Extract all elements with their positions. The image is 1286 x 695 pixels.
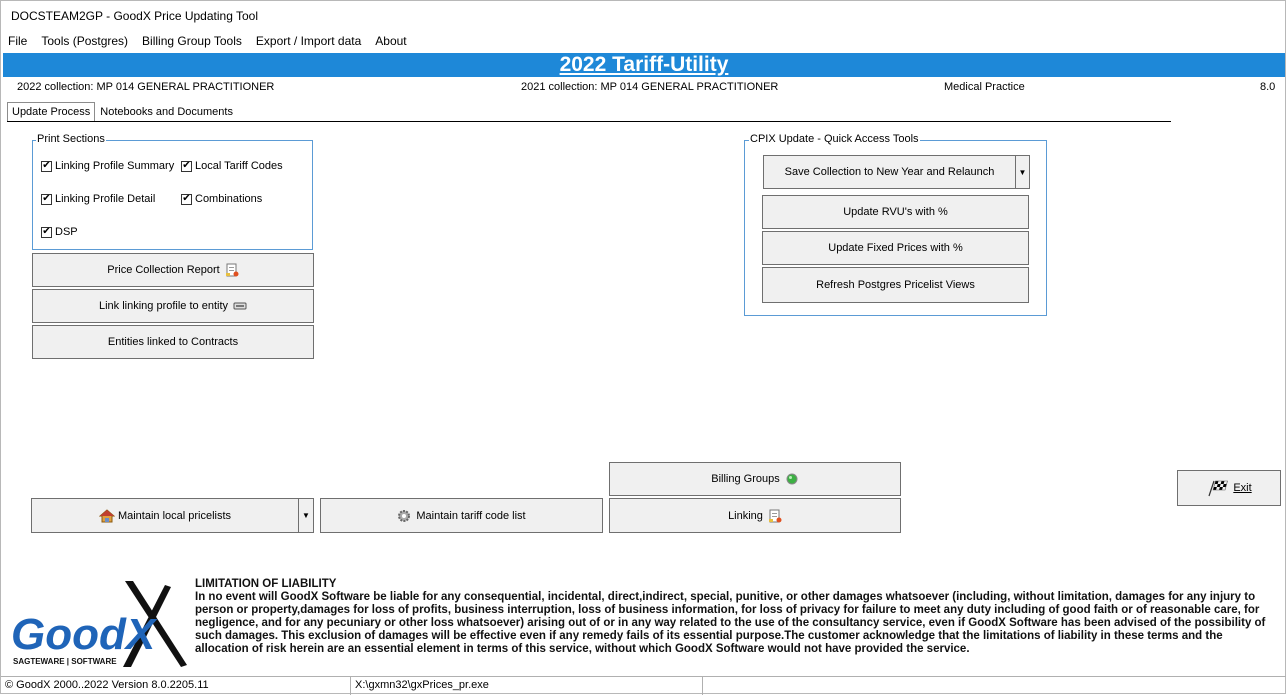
report-icon <box>768 509 782 523</box>
menu-tools-postgres[interactable]: Tools (Postgres) <box>41 34 129 48</box>
practice-type: Medical Practice <box>944 81 1025 93</box>
button-label: Linking <box>728 509 763 522</box>
report-icon <box>225 263 239 277</box>
update-fixed-prices-button[interactable] <box>762 231 1029 265</box>
button-label: Save Collection to New Year and Relaunch <box>784 166 995 178</box>
checkbox-box[interactable]: ✔ <box>42 226 51 237</box>
menu-file[interactable]: File <box>8 34 28 48</box>
maintain-local-pricelists-button[interactable] <box>31 498 299 533</box>
checkbox-label: Combinations <box>195 193 263 205</box>
checkbox-box[interactable]: ✔ <box>42 160 51 171</box>
link-profile-entity-button[interactable] <box>32 289 314 323</box>
checkbox-label: Local Tariff Codes <box>195 160 283 172</box>
liability-notice <box>195 578 1279 656</box>
billing-groups-button[interactable] <box>609 462 901 496</box>
logo-tagline: SAGTEWARE | SOFTWARE <box>13 657 117 666</box>
checkbox-dsp[interactable] <box>41 226 78 238</box>
maintain-tariff-code-list-button[interactable] <box>320 498 603 533</box>
button-label: Exit <box>1233 482 1252 494</box>
checkbox-box[interactable]: ✔ <box>182 193 191 204</box>
entities-linked-contracts-button[interactable] <box>32 325 314 359</box>
refresh-pricelist-views-button[interactable] <box>762 267 1029 303</box>
checkbox-label: Linking Profile Detail <box>55 193 156 205</box>
logo-wordmark: GoodX <box>11 610 156 659</box>
gear-icon <box>397 509 411 523</box>
save-collection-dropdown-icon[interactable]: ▼ <box>1015 155 1030 189</box>
checkbox-linking-profile-detail[interactable] <box>41 193 155 205</box>
button-label: Link linking profile to entity <box>98 300 228 312</box>
button-label: Maintain tariff code list <box>416 509 526 522</box>
house-icon <box>99 509 113 523</box>
version-label: 8.0 <box>1260 81 1276 93</box>
button-label: Refresh Postgres Pricelist Views <box>816 279 975 291</box>
banner-title: 2022 Tariff-Utility <box>559 53 729 76</box>
tab-divider <box>7 121 1171 122</box>
menu-billing-group-tools[interactable]: Billing Group Tools <box>142 34 242 48</box>
button-label: Entities linked to Contracts <box>107 336 239 348</box>
current-collection: 2022 collection: MP 014 GENERAL PRACTITIONER <box>17 81 275 93</box>
checkered-flag-icon <box>1206 479 1228 497</box>
tab-update-process[interactable]: Update Process <box>7 102 95 122</box>
button-label: Billing Groups <box>711 473 780 485</box>
button-label: Update Fixed Prices with % <box>828 242 963 254</box>
menu-bar <box>1 32 414 52</box>
liability-heading: LIMITATION OF LIABILITY <box>195 578 337 590</box>
liability-text: In no event will GoodX Software be liable for any consequential, incidental, direct,indirect, special, punitive, or other damages whatsoever (including, without limitation, damages for any injury to person or property,damages for loss of profits, business interruption, loss of business information, for loss of privacy for failure to meet any duty including of good faith or of reasonable care, for negligence, and for any pecuniary or other loss whatsoever) arising out of or in any way related to the use of the consultancy service, even if GoodX Software has been advised of the possibility of such damages. This exclusion of damages will be effective even if any remedy fails of its essential purpose.The customer acknowledge that the limitations of liability in these terms and the allocation of risk herein are an essential element in terms of this service, without which GoodX Software would not have provided the service. <box>195 591 1266 655</box>
previous-collection: 2021 collection: MP 014 GENERAL PRACTITIONER <box>521 81 779 93</box>
window-title: DOCSTEAM2GP - GoodX Price Updating Tool <box>11 9 258 23</box>
link-card-icon <box>233 299 247 313</box>
checkbox-label: Linking Profile Summary <box>55 160 175 172</box>
menu-export-import[interactable]: Export / Import data <box>255 34 362 48</box>
save-collection-button[interactable] <box>763 155 1016 189</box>
status-copyright: © GoodX 2000..2022 Version 8.0.2205.11 <box>1 677 351 695</box>
tab-notebooks-documents[interactable]: Notebooks and Documents <box>100 106 233 118</box>
button-label: Maintain local pricelists <box>117 509 232 522</box>
goodx-logo <box>5 579 193 675</box>
checkbox-box[interactable]: ✔ <box>182 160 191 171</box>
checkbox-box[interactable]: ✔ <box>42 193 51 204</box>
status-bar <box>1 676 1286 695</box>
button-label: Price Collection Report <box>107 264 220 276</box>
cpix-label: CPIX Update - Quick Access Tools <box>750 133 919 145</box>
exit-button[interactable] <box>1177 470 1281 506</box>
checkbox-linking-profile-summary[interactable] <box>41 160 174 172</box>
tab-strip <box>7 102 238 122</box>
menu-about[interactable]: About <box>375 34 407 48</box>
green-status-icon <box>785 472 799 486</box>
maintain-pricelists-dropdown-icon[interactable]: ▼ <box>298 498 314 533</box>
title-banner <box>3 53 1285 77</box>
checkbox-label: DSP <box>55 226 78 238</box>
linking-button[interactable] <box>609 498 901 533</box>
button-label: Update RVU's with % <box>843 206 948 218</box>
price-collection-report-button[interactable] <box>32 253 314 287</box>
checkbox-combinations[interactable] <box>181 193 262 205</box>
status-path: X:\gxmn32\gxPrices_pr.exe <box>351 677 703 695</box>
update-rvu-button[interactable] <box>762 195 1029 229</box>
checkbox-local-tariff-codes[interactable] <box>181 160 283 172</box>
print-sections-label: Print Sections <box>37 133 105 145</box>
status-extra <box>703 677 1285 695</box>
